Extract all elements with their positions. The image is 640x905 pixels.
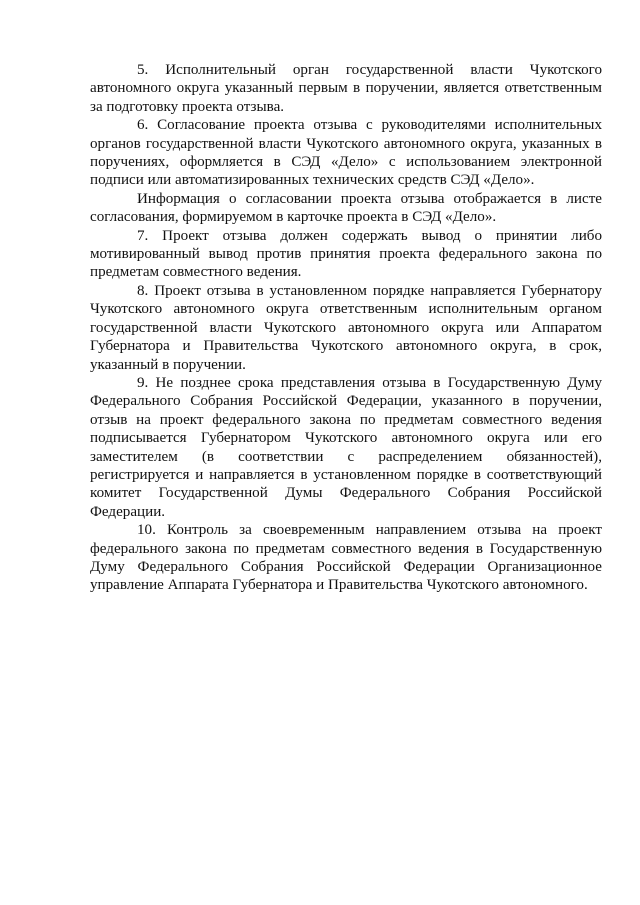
paragraph-10: 10. Контроль за своевременным направлением отзыва на проект федерального закона по предметам совместного ведения в Государственную Думу Федерального Собрания Российской Федерации Организационное управление Аппарата Губернатора и Правительства Чукотского автономного. [90,522,602,594]
paragraph-6-info: Информация о согласовании проекта отзыва отображается в листе согласования, формируемом в карточке проекта в СЭД «Дело». [90,190,602,226]
paragraph-7: 7. Проект отзыва должен содержать вывод о принятии либо мотивированный вывод против принятия проекта федерального закона по предметам совместного ведения. [90,227,602,281]
paragraph-9: 9. Не позднее срока представления отзыва в Государственную Думу Федерального Собрания Российской Федерации, указанного в поручении, отзыв на проект федерального закона по предметам совместного ведения подписывается Губернатором Чукотского автономного округа или его заместителем (в соответствии с распределением обязанностей), регистрируется и направляется в установленном порядке в соответствующий комитет Государственной Думы Федерального Собрания Российской Федерации. [90,374,602,520]
paragraph-6: 6. Согласование проекта отзыва с руководителями исполнительных органов государственной власти Чукотского автономного округа, указанных в поручениях, оформляется в СЭД «Дело» с использованием электронной подписи или автоматизированных технических средств СЭД «Дело». [90,117,602,189]
paragraph-8: 8. Проект отзыва в установленном порядке направляется Губернатору Чукотского автономного округа ответственным исполнительным органом государственной власти Чукотского автономного округа или Аппаратом Губернатора и Правительства Чукотского автономного округа, в срок, указанный в поручении. [90,282,602,373]
paragraph-5: 5. Исполнительный орган государственной власти Чукотского автономного округа указанный первым в поручении, является ответственным за подготовку проекта отзыва. [90,62,602,115]
document-page [90,61,602,595]
